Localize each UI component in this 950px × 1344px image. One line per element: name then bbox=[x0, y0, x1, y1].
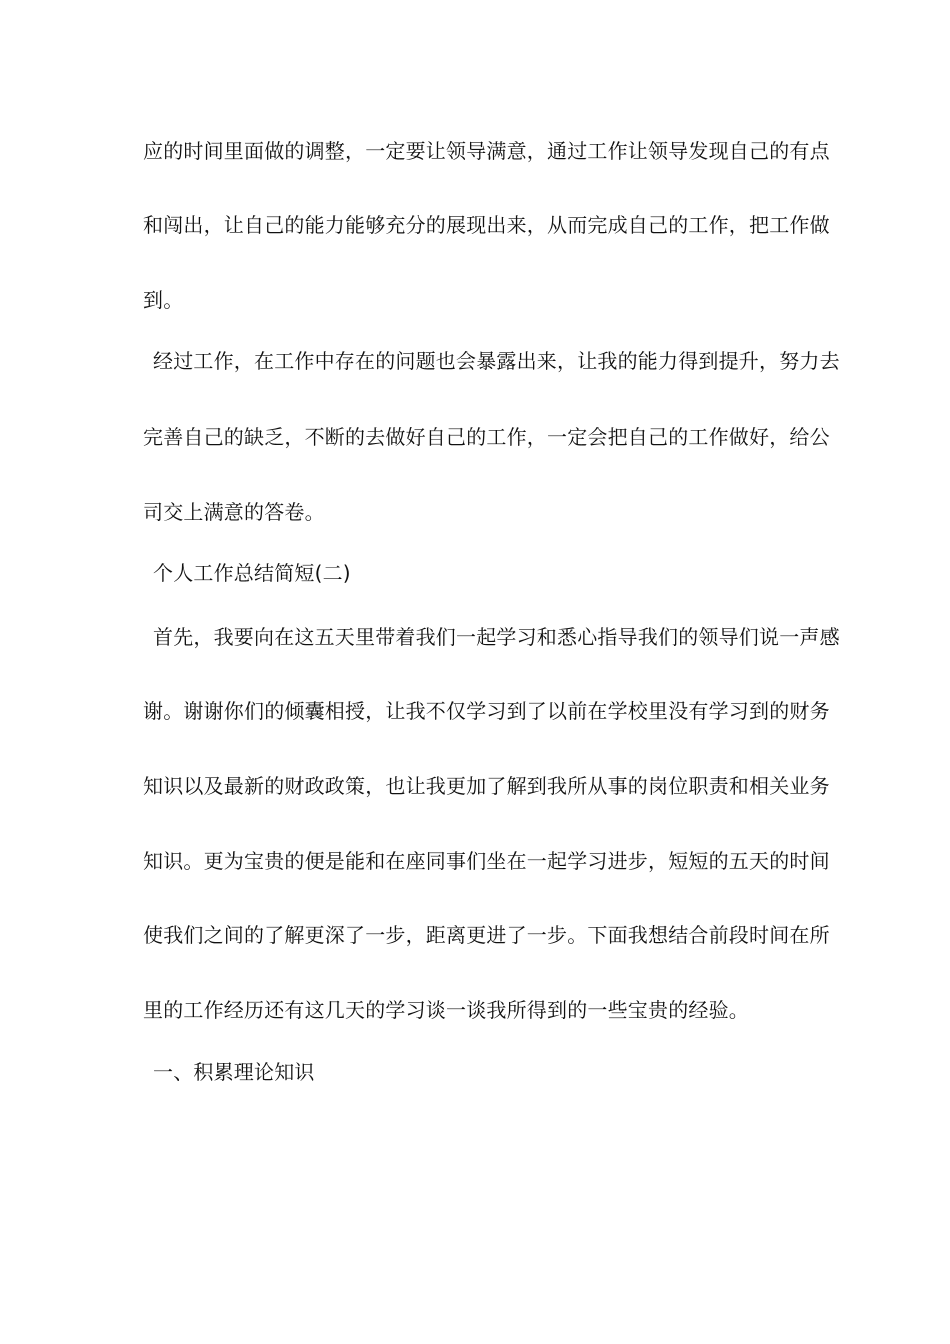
subsection-heading: 一、积累理论知识 bbox=[153, 1060, 315, 1084]
text-line-6: 司交上满意的答卷。 bbox=[143, 500, 325, 524]
text-line-9: 谢。谢谢你们的倾囊相授，让我不仅学习到了以前在学校里没有学习到的财务 bbox=[143, 699, 830, 723]
text-line-3: 到。 bbox=[143, 288, 184, 312]
text-line-5: 完善自己的缺乏，不断的去做好自己的工作，一定会把自己的工作做好，给公 bbox=[143, 425, 830, 449]
text-line-11: 知识。更为宝贵的便是能和在座同事们坐在一起学习进步，短短的五天的时间 bbox=[143, 849, 830, 873]
text-line-10: 知识以及最新的财政政策，也让我更加了解到我所从事的岗位职责和相关业务 bbox=[143, 774, 830, 798]
text-line-1: 应的时间里面做的调整，一定要让领导满意，通过工作让领导发现自己的有点 bbox=[143, 139, 830, 163]
text-line-13: 里的工作经历还有这几天的学习谈一谈我所得到的一些宝贵的经验。 bbox=[143, 998, 749, 1022]
section-heading: 个人工作总结简短(二) bbox=[153, 561, 351, 585]
text-line-12: 使我们之间的了解更深了一步，距离更进了一步。下面我想结合前段时间在所 bbox=[143, 923, 830, 947]
text-line-2: 和闯出，让自己的能力能够充分的展现出来，从而完成自己的工作，把工作做 bbox=[143, 213, 830, 237]
paragraph-start-line: 经过工作，在工作中存在的问题也会暴露出来，让我的能力得到提升，努力去 bbox=[153, 349, 840, 373]
paragraph-start-line: 首先，我要向在这五天里带着我们一起学习和悉心指导我们的领导们说一声感 bbox=[153, 625, 840, 649]
